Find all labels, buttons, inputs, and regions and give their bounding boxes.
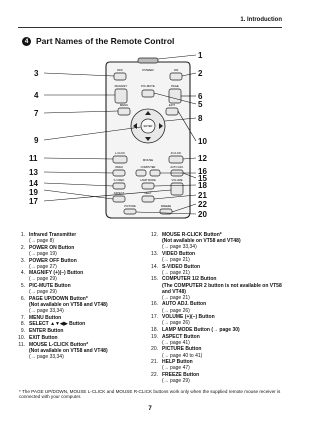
callout-21: 21	[198, 191, 207, 200]
page-reference-link[interactable]: (→ page 21)	[162, 256, 190, 263]
item-number: 4.	[20, 270, 25, 277]
item-number: 3.	[20, 257, 25, 264]
item-text	[29, 245, 142, 257]
item-number: 18.	[151, 326, 158, 333]
exit-button	[166, 108, 178, 115]
item-text	[29, 270, 142, 282]
callout-13: 13	[29, 168, 38, 177]
item-note: (Not available on VT58 and VT48)	[162, 238, 241, 245]
list-item	[150, 334, 285, 346]
item-number: 17.	[151, 314, 158, 321]
page-reference-link[interactable]: (→ page 19)	[29, 250, 57, 257]
item-label: HELP Button	[162, 359, 193, 366]
list-item	[150, 251, 285, 263]
callout-2: 2	[198, 69, 203, 78]
picture-button	[124, 209, 136, 214]
item-text	[162, 264, 285, 276]
section-title: Part Names of the Remote Control	[36, 36, 175, 46]
callout-6: 6	[198, 92, 203, 101]
page-reference-link[interactable]: (→ page 27)	[29, 263, 57, 270]
item-number: 16.	[151, 301, 158, 308]
label-on: ON	[173, 68, 179, 72]
callout-3: 3	[34, 69, 39, 78]
item-text	[29, 328, 142, 334]
page-reference-link[interactable]: (→ page 40 to 41)	[162, 352, 203, 359]
callout-10: 10	[198, 137, 207, 146]
label-s-video: S-VIDEO	[113, 179, 125, 182]
list-item	[17, 232, 142, 244]
item-label: EXIT Button	[29, 334, 58, 341]
s-video-button	[113, 183, 125, 189]
magnify-button	[115, 89, 127, 103]
item-text	[29, 283, 142, 295]
item-label: S-VIDEO Button	[162, 263, 201, 270]
list-item	[150, 264, 285, 276]
callout-19: 19	[29, 188, 38, 197]
item-text	[162, 251, 285, 263]
item-number: 22.	[151, 372, 158, 378]
item-number: 19.	[151, 333, 158, 340]
label-help: HELP	[144, 192, 152, 195]
item-text	[162, 346, 285, 358]
item-label: MOUSE L-CLICK Button*	[29, 341, 89, 348]
callout-11: 11	[29, 154, 38, 163]
list-item	[150, 276, 285, 300]
item-number: 10.	[18, 334, 25, 341]
callout-15: 15	[198, 174, 207, 183]
item-number: 9.	[20, 328, 25, 335]
list-item	[17, 245, 142, 257]
section-number-badge: 4	[22, 37, 31, 46]
item-text	[29, 335, 142, 341]
list-item	[150, 346, 285, 358]
callout-4: 4	[34, 91, 39, 100]
item-label: PICTURE Button	[162, 346, 202, 353]
mouse-r-click-button	[169, 156, 183, 163]
item-label: VOLUME (+)(–) Button	[162, 314, 215, 321]
item-label: COMPUTER 1/2 Button	[162, 276, 217, 283]
page-reference-link[interactable]: (→ page 29)	[29, 289, 57, 296]
list-item	[150, 372, 285, 384]
list-item	[17, 342, 142, 360]
page-reference-link[interactable]: (→ page 8)	[29, 238, 55, 245]
item-text	[29, 296, 142, 314]
item-label: POWER ON Button	[29, 244, 75, 251]
item-number: 13.	[151, 250, 158, 257]
label-computer: COMPUTER	[140, 166, 156, 169]
list-item	[17, 321, 142, 327]
infrared-transmitter	[138, 58, 158, 63]
item-label: ASPECT Button	[162, 333, 200, 340]
page-reference-link[interactable]: (→ page 29)	[162, 378, 190, 385]
item-label: VIDEO Button	[162, 250, 196, 257]
callout-20: 20	[198, 210, 207, 219]
page-reference-link[interactable]: (→ page 26)	[162, 307, 190, 314]
label-video: VIDEO	[114, 166, 124, 169]
item-label: PAGE UP/DOWN Button*	[29, 295, 88, 302]
page-reference-link[interactable]: (→ page 47)	[162, 365, 190, 372]
label-exit: EXIT	[168, 103, 176, 107]
aspect-button	[113, 196, 125, 202]
item-text	[162, 314, 285, 326]
computer-2-button	[150, 170, 160, 176]
item-note: (The COMPUTER 2 button is not available on VT58 and VT48)	[162, 282, 282, 295]
item-text	[162, 359, 285, 371]
item-text	[162, 301, 285, 313]
item-label: MENU Button	[29, 314, 62, 321]
item-label: PIC-MUTE Button	[29, 283, 71, 290]
mouse-l-click-button	[113, 156, 127, 163]
label-pic-mute: PIC-MUTE	[141, 84, 155, 88]
pic-mute-button	[142, 90, 154, 97]
item-label: MAGNIFY (+)(–) Button	[29, 270, 84, 277]
item-number: 2.	[20, 244, 25, 251]
item-label: ENTER Button	[29, 328, 64, 335]
page-number: 7	[148, 405, 152, 412]
list-item	[17, 270, 142, 282]
page-reference-link[interactable]: (→ page 33,34)	[29, 353, 64, 360]
item-label: LAMP MODE Button (→ page 30)	[162, 326, 240, 333]
item-number: 6.	[20, 295, 25, 302]
callout-1: 1	[198, 51, 203, 60]
label-enter: ENTER	[143, 125, 153, 128]
menu-button	[118, 108, 130, 115]
list-item	[150, 301, 285, 313]
power-on-button	[170, 73, 182, 80]
callout-14: 14	[29, 179, 38, 188]
list-item	[150, 232, 285, 250]
callout-5: 5	[198, 100, 203, 109]
page-reference-link[interactable]: (→ page 29)	[29, 276, 57, 283]
callout-8: 8	[198, 114, 203, 123]
page-reference-link[interactable]: (→ page 33,34)	[162, 244, 197, 251]
page-reference-link[interactable]: (→ page 21)	[162, 269, 190, 276]
item-number: 20.	[151, 346, 158, 353]
list-item	[150, 314, 285, 326]
list-item	[17, 315, 142, 321]
item-text	[29, 315, 142, 321]
footnote: * The PAGE UP/DOWN, MOUSE L-CLICK and MOUSE R-CLICK buttons work only when the supplied remote mouse receiver is connected with your computer.	[19, 389, 281, 400]
item-text	[162, 232, 285, 250]
callout-9: 9	[34, 136, 39, 145]
item-text	[162, 334, 285, 346]
list-item	[17, 258, 142, 270]
item-text	[29, 258, 142, 270]
label-mouse: MOUSE	[142, 158, 154, 162]
item-text	[29, 232, 142, 244]
item-text	[162, 372, 285, 384]
help-button	[142, 196, 154, 202]
label-power: POWER	[142, 68, 154, 72]
item-text	[29, 342, 142, 360]
item-number: 21.	[151, 359, 158, 366]
item-label: POWER OFF Button	[29, 257, 77, 264]
callout-22: 22	[198, 200, 207, 209]
callout-18: 18	[198, 181, 207, 190]
list-item	[150, 359, 285, 371]
label-menu: MENU	[119, 103, 129, 107]
callout-17: 17	[29, 197, 38, 206]
item-label: AUTO ADJ. Button	[162, 301, 207, 308]
page-reference-link[interactable]: (→ page 41)	[162, 339, 190, 346]
lamp-mode-button	[142, 183, 154, 189]
callout-7: 7	[34, 109, 39, 118]
page-button	[169, 89, 181, 103]
item-label: SELECT ▲▼◀▶ Button	[29, 321, 86, 328]
item-label: FREEZE Button	[162, 372, 200, 378]
list-item	[17, 283, 142, 295]
volume-button	[171, 183, 183, 195]
item-label: Infrared Transmitter	[29, 232, 77, 238]
header-section-title: 1. Introduction	[240, 17, 282, 23]
list-item	[17, 335, 142, 341]
parts-list-right	[150, 232, 285, 385]
page-reference-link[interactable]: (→ page 33,34)	[29, 308, 64, 315]
power-off-button	[114, 73, 126, 80]
item-number: 11.	[18, 341, 25, 348]
list-item	[17, 328, 142, 334]
list-item	[150, 327, 285, 333]
video-button	[113, 170, 125, 176]
label-page: PAGE	[171, 84, 179, 88]
label-magnify: MAGNIFY	[114, 84, 128, 88]
callout-12: 12	[198, 154, 207, 163]
label-lamp-mode: LAMP MODE	[140, 179, 156, 182]
parts-list-left	[17, 232, 142, 360]
page-reference-link[interactable]: (→ page 21)	[162, 294, 190, 301]
item-note: (Not available on VT58 and VT48)	[29, 347, 108, 354]
label-l-click: L-CLICK	[115, 152, 125, 155]
label-picture: PICTURE	[124, 205, 136, 208]
label-volume: VOLUME	[171, 179, 183, 182]
item-number: 14.	[151, 263, 158, 270]
item-number: 12.	[151, 232, 158, 238]
item-text	[162, 327, 285, 333]
computer-1-button	[136, 170, 146, 176]
list-item	[17, 296, 142, 314]
item-text	[29, 321, 142, 327]
item-number: 1.	[20, 232, 25, 238]
label-freeze: FREEZE	[160, 205, 172, 208]
item-number: 5.	[20, 283, 25, 290]
item-number: 8.	[20, 321, 25, 328]
item-text	[162, 276, 285, 300]
item-label: MOUSE R-CLICK Button*	[162, 232, 222, 238]
label-auto-adj: AUTO ADJ.	[170, 166, 184, 169]
page-reference-link[interactable]: (→ page 26)	[162, 320, 190, 327]
item-number: 7.	[20, 314, 25, 321]
item-number: 15.	[151, 276, 158, 283]
callout-16: 16	[198, 167, 207, 176]
label-off: OFF	[117, 68, 123, 72]
label-r-click: R-CLICK	[170, 152, 182, 155]
item-note: (Not available on VT58 and VT48)	[29, 302, 108, 308]
label-aspect: ASPECT	[113, 192, 125, 195]
